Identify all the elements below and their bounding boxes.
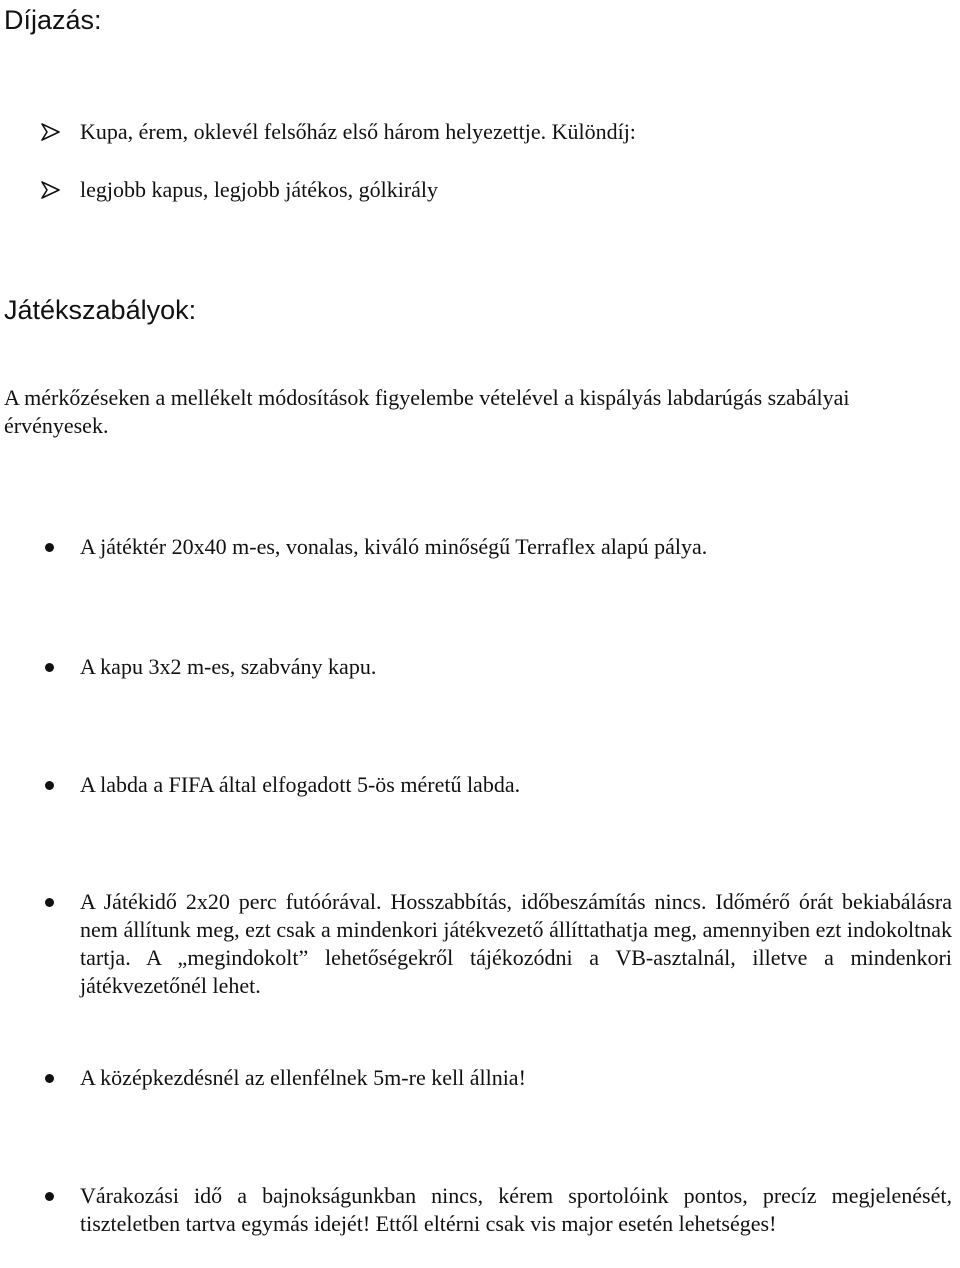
rule-item [40, 1064, 952, 1092]
rule-text: A kapu 3x2 m-es, szabvány kapu. [80, 654, 377, 679]
bullet-dot-icon [40, 533, 70, 561]
rule-item [40, 533, 952, 561]
arrow-bullet-icon [40, 118, 70, 146]
rule-text: A középkezdésnél az ellenfélnek 5m-re kell állnia! [80, 1065, 526, 1090]
rule-item [40, 888, 952, 1000]
bullet-dot-icon [40, 771, 70, 799]
bullet-dot-icon [40, 888, 70, 916]
bullet-dot-icon [40, 653, 70, 681]
prize-item [40, 118, 952, 146]
prize-text: Kupa, érem, oklevél felsőház első három helyezettje. Különdíj: [80, 119, 636, 144]
rule-item [40, 1182, 952, 1238]
arrow-bullet-icon [40, 176, 70, 204]
rules-heading: Játékszabályok: [4, 295, 197, 325]
prizes-heading: Díjazás: [4, 5, 102, 35]
rule-text: A játéktér 20x40 m-es, vonalas, kiváló minőségű Terraflex alapú pálya. [80, 534, 708, 559]
bullet-dot-icon [40, 1064, 70, 1092]
bullet-dot-icon [40, 1182, 70, 1210]
rule-text: A Játékidő 2x20 perc futóórával. Hosszabbítás, időbeszámítás nincs. Időmérő órát bekiabálásra nem állítunk meg, ezt csak a mindenkori játékvezető állíttathatja meg, amennyiben ezt indokoltnak tartja. A „megindokolt” lehetőségekről tájékozódni a VB-asztalnál, illetve a mindenkori játékvezetőnél lehet. [80, 889, 952, 998]
rule-item [40, 771, 952, 799]
rules-intro: A mérkőzéseken a mellékelt módosítások figyelembe vételével a kispályás labdarúgás szabályai érvényesek. [4, 385, 850, 438]
prize-text: legjobb kapus, legjobb játékos, gólkirály [80, 177, 439, 202]
rule-item [40, 653, 952, 681]
rule-text: A labda a FIFA által elfogadott 5-ös méretű labda. [80, 772, 521, 797]
rule-text: Várakozási idő a bajnokságunkban nincs, kérem sportolóink pontos, precíz megjelenését, tiszteletben tartva egymás idejét! Ettől eltérni csak vis major esetén lehetséges! [80, 1183, 952, 1236]
prize-item [40, 176, 952, 204]
